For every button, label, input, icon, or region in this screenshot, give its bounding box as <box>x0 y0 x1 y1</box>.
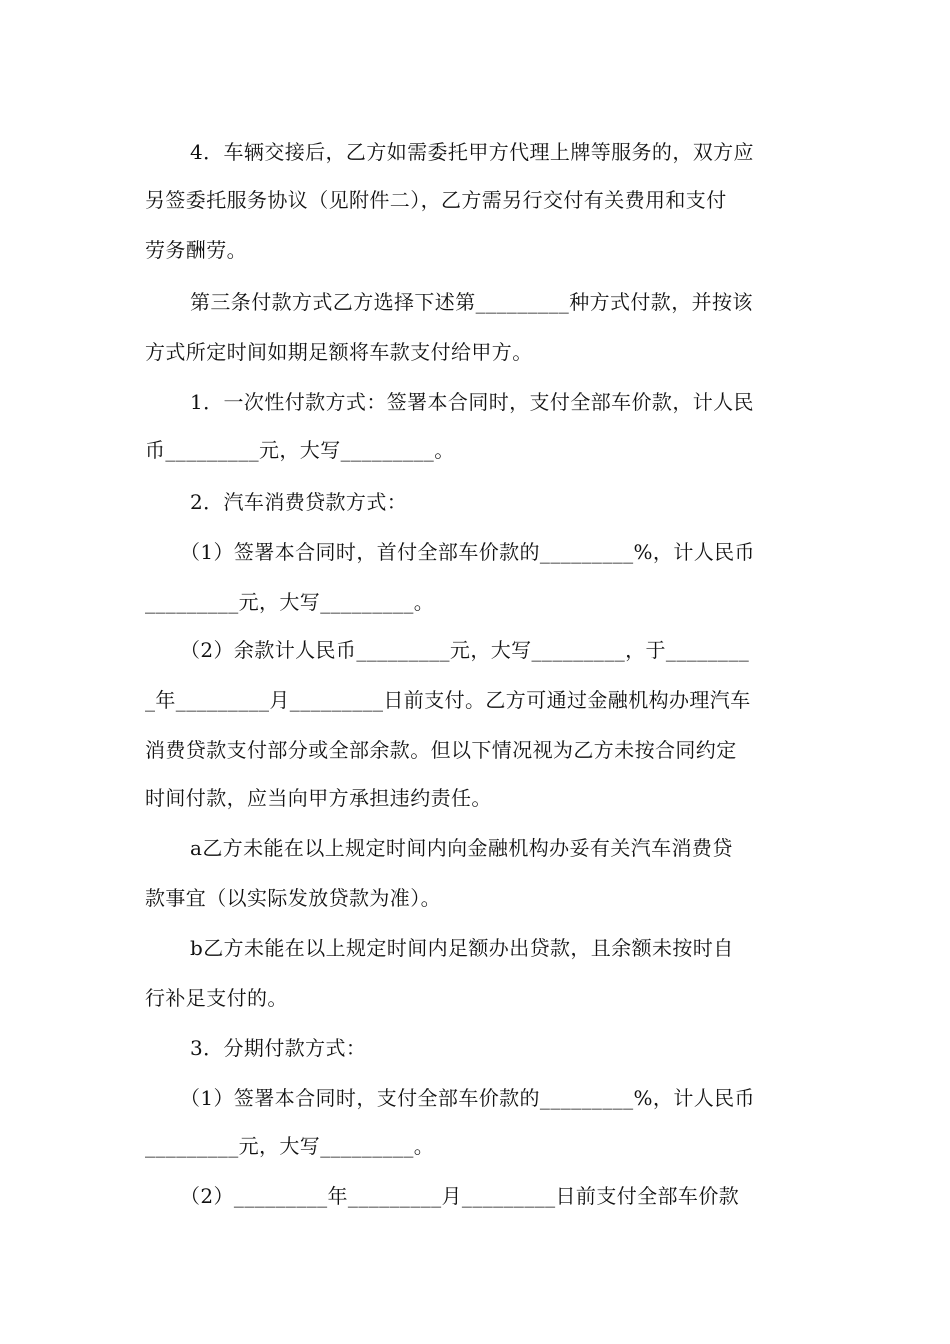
lump-sum-line-2: 币_________元，大写_________。 <box>145 438 455 462</box>
loan-item-2-line-3: 消费贷款支付部分或全部余款。但以下情况视为乙方未按合同约定 <box>145 738 737 762</box>
installment-item-1-line-2: _________元，大写_________。 <box>145 1134 435 1158</box>
loan-item-1-line-2: _________元，大写_________。 <box>145 590 435 614</box>
lump-sum-line-1: 1．一次性付款方式：签署本合同时，支付全部车价款，计人民 <box>190 390 754 414</box>
loan-item-1-line-1: （1）签署本合同时，首付全部车价款的_________%，计人民币 <box>180 540 755 564</box>
condition-b-line-1: b乙方未能在以上规定时间内足额办出贷款，且余额未按时自 <box>190 936 734 960</box>
loan-item-2-line-4: 时间付款，应当向甲方承担违约责任。 <box>145 786 492 810</box>
clause-4-line-3: 劳务酬劳。 <box>145 238 247 262</box>
installment-item-2-line-1: （2）_________年_________月_________日前支付全部车价款 <box>180 1184 740 1208</box>
article-3-line-2: 方式所定时间如期足额将车款支付给甲方。 <box>145 340 533 364</box>
loan-heading: 2．汽车消费贷款方式： <box>190 490 408 514</box>
clause-4-line-2: 另签委托服务协议（见附件二），乙方需另行交付有关费用和支付 <box>145 188 727 212</box>
installment-item-1-line-1: （1）签署本合同时，支付全部车价款的_________%，计人民币 <box>180 1086 755 1110</box>
article-3-line-1: 第三条付款方式乙方选择下述第_________种方式付款，并按该 <box>190 290 753 314</box>
loan-item-2-line-1: （2）余款计人民币_________元，大写_________，于________ <box>180 638 750 662</box>
condition-b-line-2: 行补足支付的。 <box>145 986 288 1010</box>
loan-item-2-line-2: _年_________月_________日前支付。乙方可通过金融机构办理汽车 <box>145 688 751 712</box>
condition-a-line-1: a乙方未能在以上规定时间内向金融机构办妥有关汽车消费贷 <box>190 836 733 860</box>
installment-heading: 3．分期付款方式： <box>190 1036 367 1060</box>
clause-4-line-1: 4．车辆交接后，乙方如需委托甲方代理上牌等服务的，双方应 <box>190 140 754 164</box>
condition-a-line-2: 款事宜（以实际发放贷款为准）。 <box>145 886 441 910</box>
